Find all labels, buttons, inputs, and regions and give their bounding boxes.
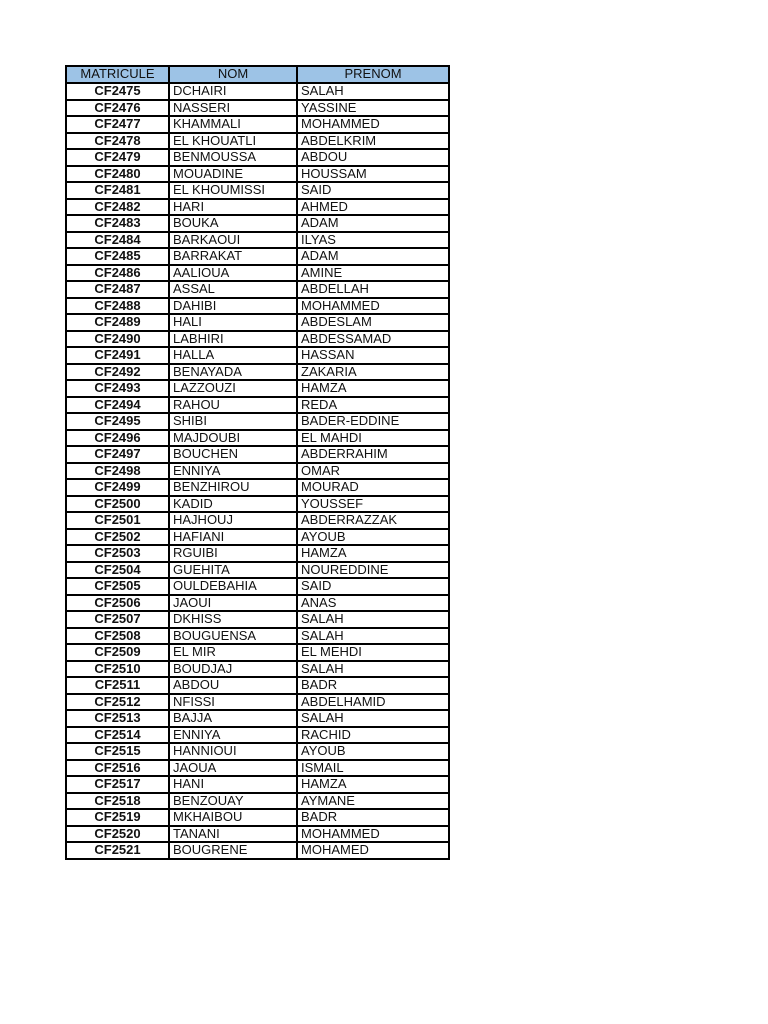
table-row (66, 545, 449, 562)
cell-prenom: AHMED (297, 199, 449, 216)
cell-matricule: CF2513 (66, 710, 169, 727)
cell-matricule: CF2495 (66, 413, 169, 430)
table-row (66, 776, 449, 793)
cell-matricule: CF2512 (66, 694, 169, 711)
cell-prenom: ADAM (297, 215, 449, 232)
cell-prenom: ISMAIL (297, 760, 449, 777)
cell-nom: BARKAOUI (169, 232, 297, 249)
cell-prenom: YASSINE (297, 100, 449, 117)
cell-nom: OULDEBAHIA (169, 578, 297, 595)
cell-matricule: CF2499 (66, 479, 169, 496)
cell-nom: BOUGRENE (169, 842, 297, 859)
table-row (66, 133, 449, 150)
cell-prenom: ILYAS (297, 232, 449, 249)
table-row (66, 512, 449, 529)
table-row (66, 842, 449, 859)
cell-nom: TANANI (169, 826, 297, 843)
cell-prenom: MOURAD (297, 479, 449, 496)
table-row (66, 743, 449, 760)
cell-prenom: ADAM (297, 248, 449, 265)
cell-prenom: ABDERRAHIM (297, 446, 449, 463)
table-row (66, 215, 449, 232)
table-row (66, 496, 449, 513)
cell-nom: BOUGUENSA (169, 628, 297, 645)
table-row (66, 479, 449, 496)
table-row (66, 347, 449, 364)
cell-nom: BOUKA (169, 215, 297, 232)
cell-nom: HAFIANI (169, 529, 297, 546)
cell-matricule: CF2517 (66, 776, 169, 793)
header-matricule: MATRICULE (66, 66, 169, 83)
cell-nom: BENMOUSSA (169, 149, 297, 166)
cell-matricule: CF2506 (66, 595, 169, 612)
table-row (66, 232, 449, 249)
cell-matricule: CF2486 (66, 265, 169, 282)
cell-nom: ABDOU (169, 677, 297, 694)
cell-matricule: CF2488 (66, 298, 169, 315)
cell-nom: EL KHOUATLI (169, 133, 297, 150)
cell-matricule: CF2498 (66, 463, 169, 480)
cell-prenom: HASSAN (297, 347, 449, 364)
cell-prenom: SAID (297, 182, 449, 199)
cell-matricule: CF2489 (66, 314, 169, 331)
cell-nom: RAHOU (169, 397, 297, 414)
cell-matricule: CF2516 (66, 760, 169, 777)
cell-prenom: AYMANE (297, 793, 449, 810)
cell-prenom: BADR (297, 677, 449, 694)
table-row (66, 595, 449, 612)
cell-matricule: CF2502 (66, 529, 169, 546)
cell-matricule: CF2482 (66, 199, 169, 216)
cell-prenom: BADR (297, 809, 449, 826)
cell-nom: MOUADINE (169, 166, 297, 183)
cell-prenom: HAMZA (297, 776, 449, 793)
table-header (66, 66, 449, 83)
cell-matricule: CF2490 (66, 331, 169, 348)
table-row (66, 710, 449, 727)
cell-matricule: CF2504 (66, 562, 169, 579)
cell-nom: LAZZOUZI (169, 380, 297, 397)
cell-nom: HAJHOUJ (169, 512, 297, 529)
table-row (66, 826, 449, 843)
table-row (66, 611, 449, 628)
header-prenom: PRENOM (297, 66, 449, 83)
cell-nom: NASSERI (169, 100, 297, 117)
cell-nom: RGUIBI (169, 545, 297, 562)
cell-prenom: ABDERRAZZAK (297, 512, 449, 529)
cell-matricule: CF2476 (66, 100, 169, 117)
table-row (66, 397, 449, 414)
table-row (66, 694, 449, 711)
header-nom: NOM (169, 66, 297, 83)
cell-matricule: CF2507 (66, 611, 169, 628)
cell-matricule: CF2493 (66, 380, 169, 397)
cell-matricule: CF2497 (66, 446, 169, 463)
cell-nom: BARRAKAT (169, 248, 297, 265)
cell-nom: AALIOUA (169, 265, 297, 282)
cell-prenom: REDA (297, 397, 449, 414)
cell-prenom: ABDELHAMID (297, 694, 449, 711)
cell-prenom: HAMZA (297, 545, 449, 562)
cell-matricule: CF2520 (66, 826, 169, 843)
table-row (66, 562, 449, 579)
cell-prenom: SALAH (297, 628, 449, 645)
cell-matricule: CF2477 (66, 116, 169, 133)
cell-prenom: OMAR (297, 463, 449, 480)
cell-matricule: CF2509 (66, 644, 169, 661)
table-row (66, 364, 449, 381)
cell-matricule: CF2500 (66, 496, 169, 513)
cell-prenom: HOUSSAM (297, 166, 449, 183)
table-row (66, 248, 449, 265)
cell-nom: BOUDJAJ (169, 661, 297, 678)
cell-nom: ENNIYA (169, 463, 297, 480)
cell-nom: MAJDOUBI (169, 430, 297, 447)
table-row (66, 793, 449, 810)
table-row (66, 116, 449, 133)
cell-matricule: CF2515 (66, 743, 169, 760)
table-row (66, 314, 449, 331)
cell-matricule: CF2496 (66, 430, 169, 447)
cell-prenom: ZAKARIA (297, 364, 449, 381)
cell-prenom: MOHAMMED (297, 826, 449, 843)
cell-nom: ASSAL (169, 281, 297, 298)
cell-nom: NFISSI (169, 694, 297, 711)
cell-matricule: CF2521 (66, 842, 169, 859)
table-row (66, 644, 449, 661)
table-row (66, 446, 449, 463)
cell-matricule: CF2510 (66, 661, 169, 678)
cell-matricule: CF2485 (66, 248, 169, 265)
table-row (66, 331, 449, 348)
table-row (66, 727, 449, 744)
cell-nom: EL MIR (169, 644, 297, 661)
cell-matricule: CF2487 (66, 281, 169, 298)
cell-nom: HALI (169, 314, 297, 331)
cell-nom: JAOUA (169, 760, 297, 777)
cell-nom: ENNIYA (169, 727, 297, 744)
cell-matricule: CF2503 (66, 545, 169, 562)
cell-matricule: CF2478 (66, 133, 169, 150)
table-row (66, 529, 449, 546)
cell-matricule: CF2519 (66, 809, 169, 826)
cell-matricule: CF2484 (66, 232, 169, 249)
cell-prenom: ABDELLAH (297, 281, 449, 298)
cell-prenom: ABDELKRIM (297, 133, 449, 150)
table-row (66, 182, 449, 199)
cell-nom: DAHIBI (169, 298, 297, 315)
cell-prenom: EL MEHDI (297, 644, 449, 661)
table-row (66, 298, 449, 315)
cell-matricule: CF2508 (66, 628, 169, 645)
cell-prenom: MOHAMED (297, 842, 449, 859)
cell-matricule: CF2514 (66, 727, 169, 744)
table-row (66, 100, 449, 117)
cell-matricule: CF2479 (66, 149, 169, 166)
cell-nom: BOUCHEN (169, 446, 297, 463)
table-body (66, 83, 449, 859)
cell-prenom: SALAH (297, 710, 449, 727)
cell-prenom: SALAH (297, 611, 449, 628)
cell-prenom: ANAS (297, 595, 449, 612)
cell-prenom: NOUREDDINE (297, 562, 449, 579)
cell-prenom: AYOUB (297, 529, 449, 546)
table-row (66, 677, 449, 694)
cell-prenom: EL MAHDI (297, 430, 449, 447)
cell-prenom: MOHAMMED (297, 116, 449, 133)
table-row (66, 661, 449, 678)
cell-nom: HANNIOUI (169, 743, 297, 760)
cell-nom: HALLA (169, 347, 297, 364)
cell-matricule: CF2480 (66, 166, 169, 183)
cell-matricule: CF2511 (66, 677, 169, 694)
cell-nom: DKHISS (169, 611, 297, 628)
cell-matricule: CF2505 (66, 578, 169, 595)
table-row (66, 413, 449, 430)
table-row (66, 809, 449, 826)
cell-nom: HANI (169, 776, 297, 793)
table-row (66, 166, 449, 183)
cell-nom: BAJJA (169, 710, 297, 727)
cell-prenom: ABDESSAMAD (297, 331, 449, 348)
table-row (66, 265, 449, 282)
cell-matricule: CF2492 (66, 364, 169, 381)
cell-prenom: SAID (297, 578, 449, 595)
cell-nom: JAOUI (169, 595, 297, 612)
cell-matricule: CF2501 (66, 512, 169, 529)
cell-nom: KHAMMALI (169, 116, 297, 133)
cell-matricule: CF2518 (66, 793, 169, 810)
cell-nom: BENZHIROU (169, 479, 297, 496)
header-row (66, 66, 449, 83)
table-row (66, 380, 449, 397)
cell-prenom: SALAH (297, 661, 449, 678)
cell-nom: DCHAIRI (169, 83, 297, 100)
table-row (66, 760, 449, 777)
cell-prenom: MOHAMMED (297, 298, 449, 315)
cell-matricule: CF2475 (66, 83, 169, 100)
cell-matricule: CF2491 (66, 347, 169, 364)
table-row (66, 628, 449, 645)
cell-nom: LABHIRI (169, 331, 297, 348)
table-row (66, 578, 449, 595)
cell-nom: SHIBI (169, 413, 297, 430)
table-row (66, 149, 449, 166)
cell-nom: MKHAIBOU (169, 809, 297, 826)
cell-nom: GUEHITA (169, 562, 297, 579)
cell-matricule: CF2481 (66, 182, 169, 199)
cell-matricule: CF2483 (66, 215, 169, 232)
table-row (66, 463, 449, 480)
cell-nom: EL KHOUMISSI (169, 182, 297, 199)
cell-nom: BENAYADA (169, 364, 297, 381)
cell-nom: BENZOUAY (169, 793, 297, 810)
table-row (66, 430, 449, 447)
table-row (66, 83, 449, 100)
cell-prenom: ABDESLAM (297, 314, 449, 331)
cell-nom: KADID (169, 496, 297, 513)
cell-prenom: AYOUB (297, 743, 449, 760)
student-list-table (65, 65, 450, 860)
table-row (66, 199, 449, 216)
cell-prenom: HAMZA (297, 380, 449, 397)
table-row (66, 281, 449, 298)
cell-prenom: YOUSSEF (297, 496, 449, 513)
cell-prenom: RACHID (297, 727, 449, 744)
cell-nom: HARI (169, 199, 297, 216)
cell-prenom: BADER-EDDINE (297, 413, 449, 430)
cell-prenom: SALAH (297, 83, 449, 100)
cell-prenom: AMINE (297, 265, 449, 282)
cell-matricule: CF2494 (66, 397, 169, 414)
cell-prenom: ABDOU (297, 149, 449, 166)
